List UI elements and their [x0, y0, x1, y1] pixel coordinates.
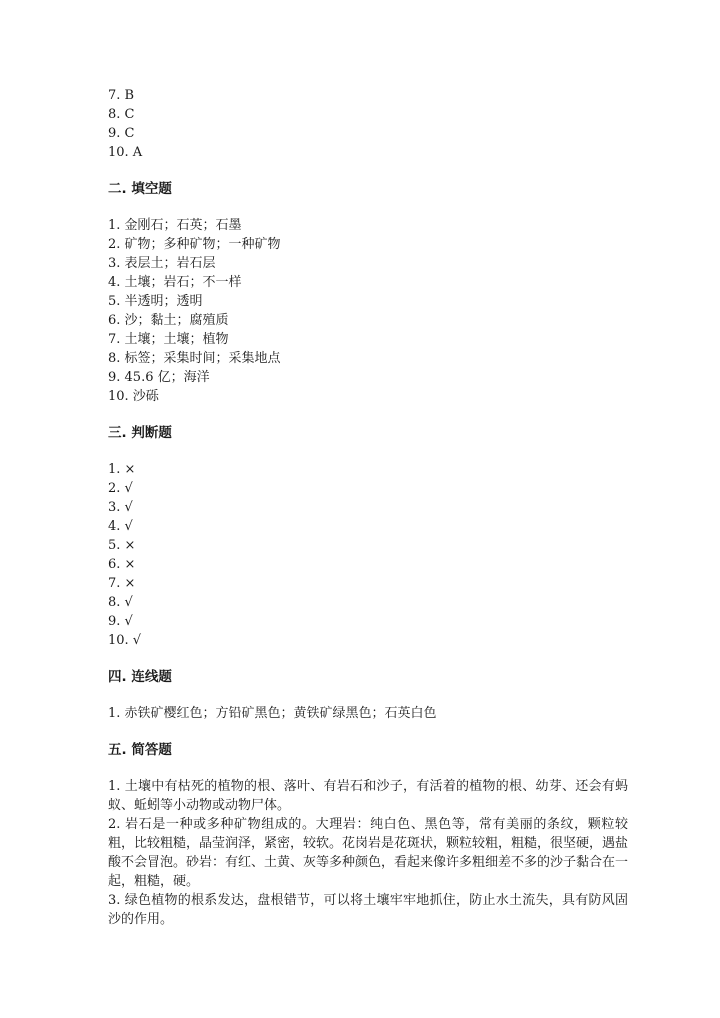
answer-paragraph: 3. 绿色植物的根系发达，盘根错节，可以将土壤牢牢地抓住，防止水土流失，具有防风固沙的作用。 [108, 893, 628, 927]
answer-item: 6. 沙；黏土；腐殖质 [108, 313, 229, 328]
answer-item: 1. × [108, 462, 136, 477]
true-false-list [108, 460, 628, 650]
section1-tail-list [108, 86, 628, 162]
section-heading-matching: 四. 连线题 [108, 669, 172, 685]
answer-item: 10. A [108, 145, 143, 160]
answer-item: 4. √ [108, 519, 133, 534]
answer-item: 7. × [108, 576, 136, 591]
answer-item: 5. × [108, 538, 136, 553]
section-heading-fill-blank: 二. 填空题 [108, 181, 172, 197]
answer-item: 9. 45.6 亿；海洋 [108, 370, 210, 385]
answer-item: 1. 金刚石；石英；石墨 [108, 218, 242, 233]
answer-item: 7. 土壤；土壤；植物 [108, 332, 229, 347]
answer-item: 8. C [108, 107, 135, 122]
answer-item: 10. √ [108, 633, 142, 648]
answer-item: 9. C [108, 126, 135, 141]
answer-item: 8. 标签；采集时间；采集地点 [108, 351, 281, 366]
answer-item: 3. 表层土；岩石层 [108, 256, 216, 271]
answer-item: 2. 矿物；多种矿物；一种矿物 [108, 237, 281, 252]
answer-item: 3. √ [108, 500, 133, 515]
answer-item: 5. 半透明；透明 [108, 294, 203, 309]
section-heading-true-false: 三. 判断题 [108, 425, 172, 441]
answer-sheet [108, 86, 628, 929]
answer-item: 9. √ [108, 614, 133, 629]
answer-item: 10. 沙砾 [108, 389, 159, 404]
answer-paragraph: 2. 岩石是一种或多种矿物组成的。大理岩：纯白色、黑色等，常有美丽的条纹，颗粒较粗，比较粗糙，晶莹润泽，紧密，较软。花岗岩是花斑状，颗粒较粗，粗糙，很坚硬，遇盐酸不会冒泡。砂岩：有红、土黄、灰等多种颜色，看起来像许多粗细差不多的沙子黏合在一起，粗糙，硬。 [108, 817, 629, 889]
matching-list [108, 704, 628, 723]
answer-item: 6. × [108, 557, 136, 572]
short-answer-list [108, 777, 628, 929]
fill-blank-list [108, 216, 628, 406]
section-heading-short-answer: 五. 简答题 [108, 742, 172, 758]
answer-item: 8. √ [108, 595, 133, 610]
answer-item: 1. 赤铁矿樱红色；方铅矿黑色；黄铁矿绿黑色；石英白色 [108, 706, 437, 721]
answer-paragraph: 1. 土壤中有枯死的植物的根、落叶、有岩石和沙子，有活着的植物的根、幼芽、还会有蚂蚁、蚯蚓等小动物或动物尸体。 [108, 779, 628, 813]
answer-item: 7. B [108, 88, 135, 103]
answer-item: 2. √ [108, 481, 133, 496]
answer-item: 4. 土壤；岩石；不一样 [108, 275, 242, 290]
